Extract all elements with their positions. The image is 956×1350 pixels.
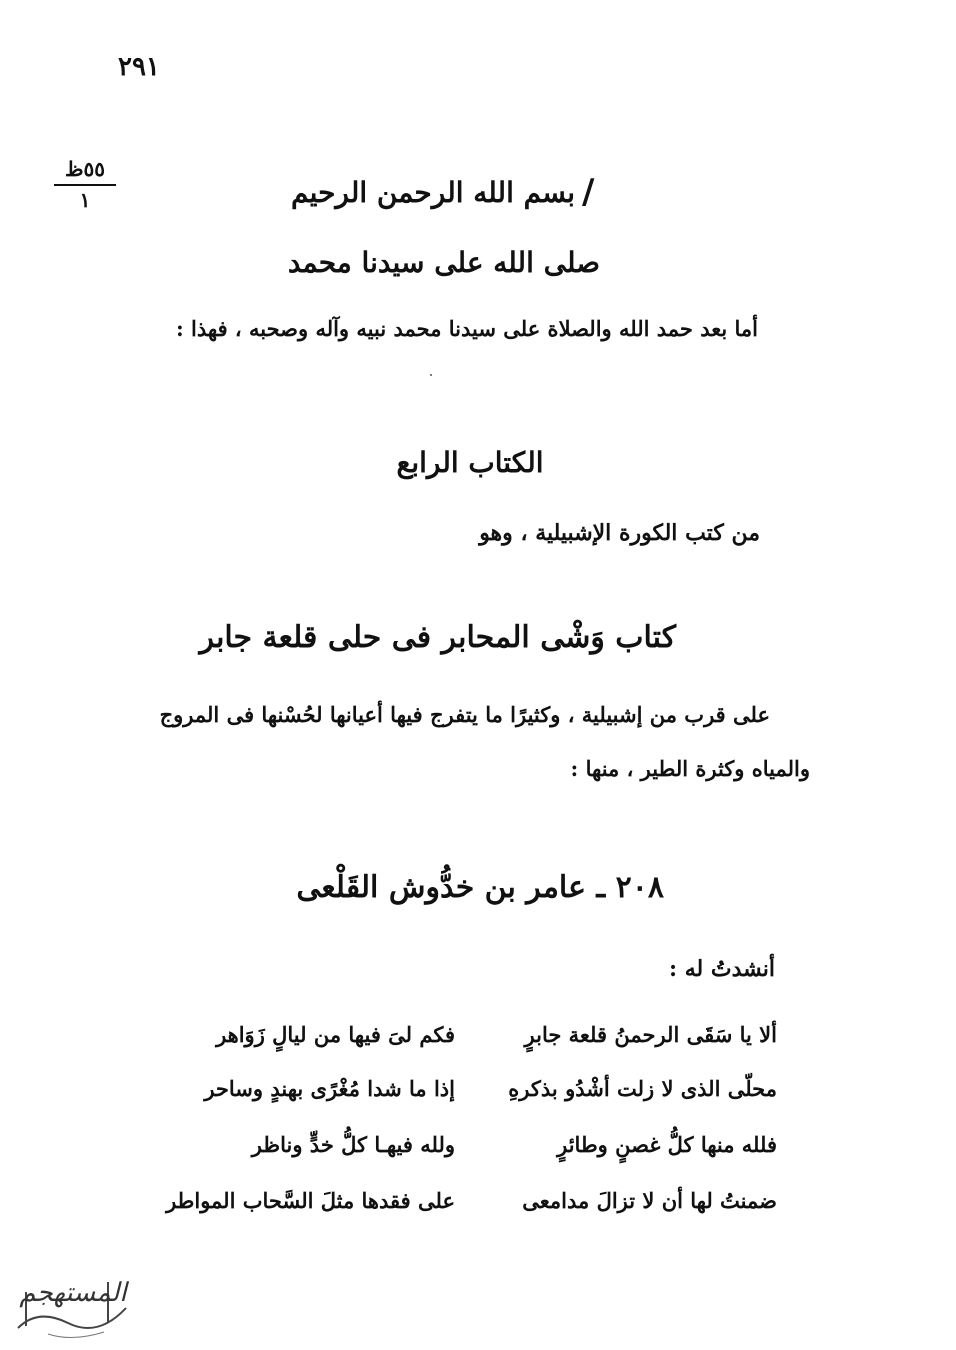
verse-2-second-hemistich: إذا ما شدا مُغْرًى بهندٍ وساحر <box>204 1076 455 1101</box>
verse-4-first-hemistich: ضمنتُ لها أن لا تزالَ مدامعى <box>522 1188 777 1213</box>
folio-slash-marker: / <box>582 172 595 212</box>
verse-2-first-hemistich: محلّى الذى لا زلت أشْدُو بذكرهِ <box>508 1076 777 1101</box>
section-title: كتاب وَشْى المحابر فى حلى قلعة جابر <box>199 620 676 655</box>
book-subtitle: من كتب الكورة الإشبيلية ، وهو <box>479 520 760 546</box>
recited-intro: أنشدتُ له : <box>668 956 775 982</box>
section-description-line-2: والمياه وكثرة الطير ، منها : <box>570 756 810 781</box>
verse-4-second-hemistich: على فقدها مثلَ السَّحاب المواطر <box>166 1188 455 1213</box>
entry-title: ٢٠٨ ـ عامر بن خدُّوش القَلْعى <box>296 870 664 905</box>
verse-1-second-hemistich: فكم لىَ فيها من ليالٍ زَوَاهر <box>216 1022 455 1047</box>
folio-number: ٥٥ظ <box>65 157 105 181</box>
intro-line: أما بعد حمد الله والصلاة على سيدنا محمد نبيه وآله وصحبه ، فهذا : <box>175 316 758 341</box>
manuscript-folio-note <box>50 156 120 212</box>
basmala: بسم الله الرحمن الرحيم <box>291 176 575 209</box>
section-description-line-1: على قرب من إشبيلية ، وكثيرًا ما يتفرج فيها أعيانها لحُسْنها فى المروج <box>159 702 770 727</box>
verse-1-first-hemistich: ألا يا سَقَى الرحمنُ قلعة جابرٍ <box>524 1022 777 1047</box>
speck <box>430 374 432 376</box>
library-stamp-text: المستهجم <box>19 1278 127 1308</box>
salat-line: صلى الله على سيدنا محمد <box>287 246 600 279</box>
page-number: ٢٩١ <box>118 52 160 82</box>
folio-page: ١ <box>79 188 91 212</box>
verse-3-second-hemistich: ولله فيهـا كلُّ خدٍّ وناظر <box>251 1132 455 1157</box>
book-title: الكتاب الرابع <box>396 446 544 479</box>
verse-3-first-hemistich: فلله منها كلُّ غصنٍ وطائرٍ <box>557 1132 777 1157</box>
folio-divider <box>54 184 116 186</box>
